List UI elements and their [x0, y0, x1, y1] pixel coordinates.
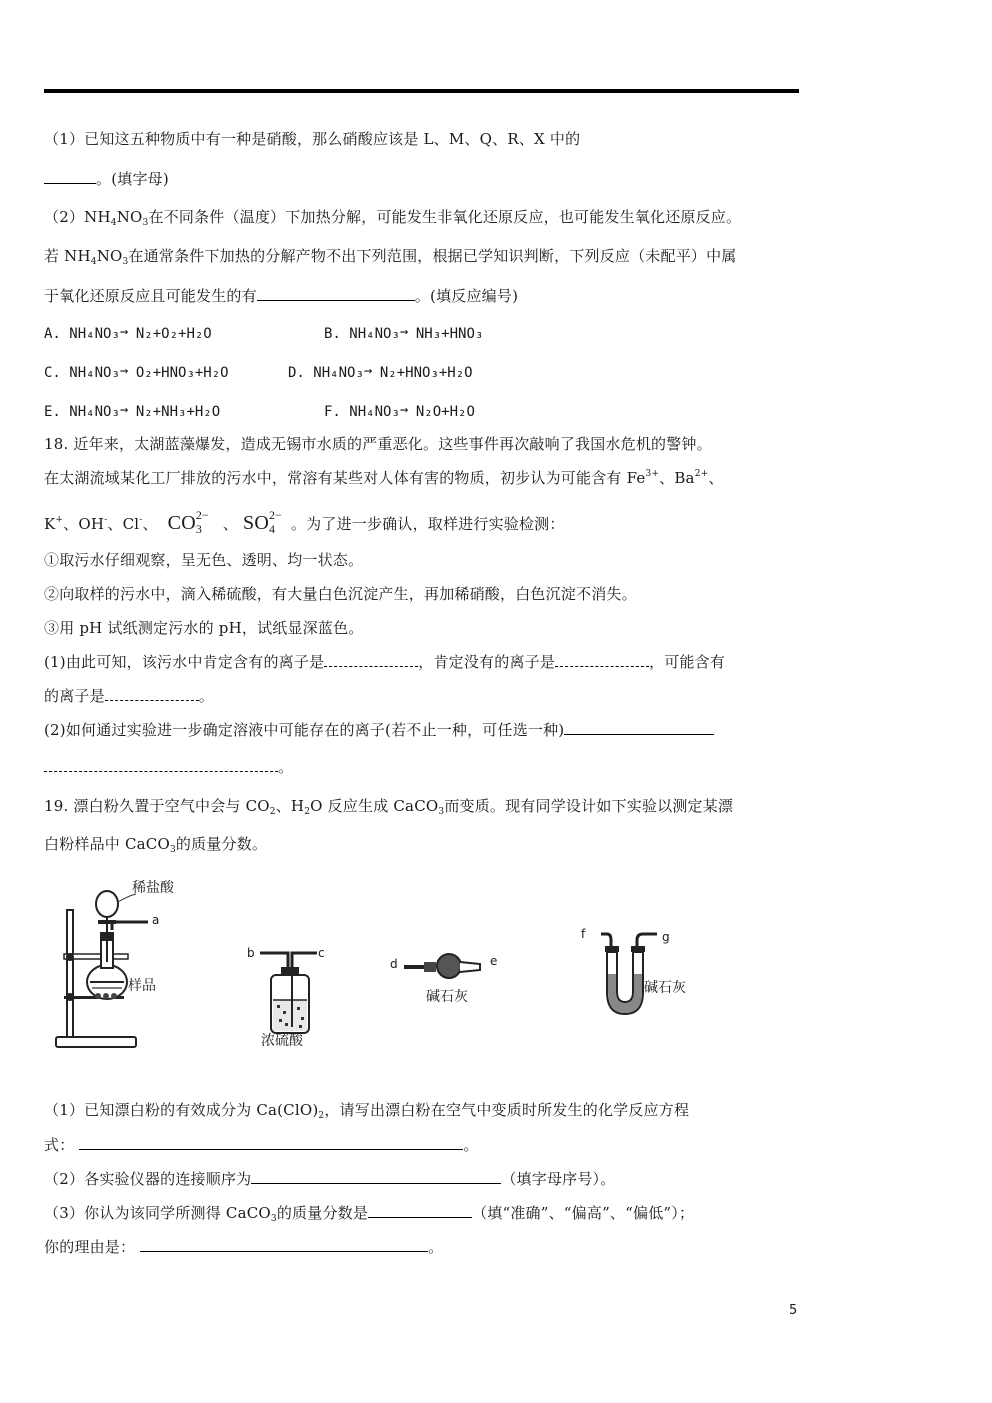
reactant: NH₄NO₃	[349, 404, 400, 420]
answer-blank[interactable]	[251, 1168, 501, 1184]
q18-line3	[44, 508, 565, 536]
reaction-arrow-icon: →	[399, 324, 409, 340]
dropping-funnel	[96, 891, 118, 917]
products: O₂+HNO₃+H₂O	[135, 365, 229, 381]
page-number: 5	[789, 1303, 798, 1318]
text: ②向取样的污水中，滴入稀硫酸，有大量白色沉淀产生，再加稀硝酸，白色沉淀不消失。	[44, 585, 637, 603]
text: （2）NH	[44, 208, 111, 226]
reaction-arrow-icon: →	[119, 402, 129, 418]
option-label: B.	[324, 326, 341, 342]
q18-step3	[44, 618, 363, 638]
text: NO	[96, 247, 123, 265]
q18-sub2-line2	[44, 756, 293, 777]
sep: 、	[222, 515, 239, 533]
ion: Cl	[122, 515, 140, 533]
q18-step2	[44, 584, 637, 604]
text: 在通常条件下加热的分解产物不出下列范围，根据已学知识判断，下列反应（未配平）中属	[128, 247, 737, 265]
reactant: NH₄NO₃	[349, 326, 400, 342]
sub: 2	[318, 1111, 325, 1121]
label-port-b: b	[247, 946, 255, 960]
option-d	[288, 365, 473, 381]
sub: 3	[438, 807, 445, 817]
sub: 3	[270, 1214, 277, 1224]
text: 。为了进一步确认，取样进行实验检测：	[290, 515, 565, 533]
q17-part1-text: （1）已知这五种物质中有一种是硝酸，那么硝酸应该是 L、M、Q、R、X 中的	[44, 130, 581, 148]
drying-tube	[402, 952, 482, 982]
option-e	[44, 404, 220, 420]
q19-sub1-line2	[44, 1134, 479, 1155]
label-port-a: a	[152, 913, 160, 927]
text: 。(填反应编号)	[414, 287, 519, 305]
text: ①取污水仔细观察，呈无色、透明、均一状态。	[44, 551, 364, 569]
sep: 、	[708, 469, 724, 487]
answer-blank[interactable]	[257, 285, 415, 301]
sub: 4	[268, 522, 276, 536]
charge-stack	[195, 508, 218, 536]
q18-sub1-line2	[44, 685, 214, 706]
text: （填“准确”、“偏高”、“偏低”）；	[472, 1204, 695, 1222]
text: ，可能含有	[649, 653, 726, 671]
sub: 2	[269, 807, 276, 817]
q19-line2	[44, 834, 267, 854]
text: 若 NH	[44, 247, 91, 265]
text: 于氧化还原反应且可能发生的有	[44, 287, 257, 305]
label-sample: 样品	[128, 978, 156, 994]
text: （2）各实验仪器的连接顺序为	[44, 1170, 252, 1188]
answer-blank[interactable]	[564, 719, 714, 735]
option-label: D.	[288, 365, 305, 381]
reaction-arrow-icon: →	[399, 402, 409, 418]
q18-step1	[44, 550, 363, 570]
u-tube	[595, 928, 665, 1018]
q17-part2-line3	[44, 285, 518, 306]
option-label: C.	[44, 365, 61, 381]
answer-blank[interactable]	[140, 1236, 428, 1252]
answer-blank[interactable]	[368, 1202, 472, 1218]
charge: 2−	[195, 508, 210, 522]
reaction-arrow-icon: →	[119, 363, 129, 379]
charge: -	[104, 515, 108, 525]
clamp-knob	[66, 953, 74, 961]
option-b	[324, 326, 483, 342]
text: 的离子是	[44, 687, 105, 705]
tube-stopper	[424, 962, 436, 972]
option-label: E.	[44, 404, 61, 420]
soda-lime-bulb	[437, 954, 461, 978]
text: 、H	[275, 797, 305, 815]
stand-rod	[67, 910, 73, 1040]
charge: 3+	[645, 469, 660, 479]
option-a	[44, 326, 212, 342]
charge: 2+	[694, 469, 709, 479]
charge: 2−	[268, 508, 283, 522]
q17-part1-line1	[44, 129, 580, 149]
sub: 3	[122, 257, 129, 267]
answer-blank[interactable]	[44, 756, 278, 772]
header-rule	[44, 89, 799, 93]
sub: 3	[195, 522, 203, 536]
text: ③用 pH 试纸测定污水的 pH，试纸显深蓝色。	[44, 619, 364, 637]
text: NO	[116, 208, 143, 226]
sep: 、	[659, 469, 675, 487]
label-dilute-hcl: 稀盐酸	[132, 880, 174, 896]
option-label: A.	[44, 326, 61, 342]
text: 在太湖流域某化工厂排放的污水中，常溶有某些对人体有害的物质，初步认为可能含有 Fe	[44, 469, 646, 487]
ion: SO	[243, 512, 269, 534]
products: N₂+NH₃+H₂O	[135, 404, 221, 420]
label-port-f: f	[581, 927, 586, 941]
text: 。	[278, 758, 294, 776]
text: ，肯定没有的离子是	[418, 653, 556, 671]
products: NH₃+HNO₃	[415, 326, 484, 342]
option-f	[324, 404, 475, 420]
reactant: NH₄NO₃	[69, 326, 120, 342]
text: 的质量分数。	[175, 835, 268, 853]
text: (1)由此可知，该污水中肯定含有的离子是	[44, 653, 325, 671]
q18-line2	[44, 468, 724, 488]
text: O 反应生成 CaCO	[310, 797, 439, 815]
sep: 、	[107, 515, 123, 533]
reactant: NH₄NO₃	[313, 365, 364, 381]
sep: 、	[142, 515, 158, 533]
answer-blank[interactable]	[105, 685, 199, 701]
u-tube-soda-lime	[608, 974, 642, 1013]
text: 。	[463, 1136, 479, 1154]
text: 19. 漂白粉久置于空气中会与 CO	[44, 797, 270, 815]
text: （1）已知漂白粉的有效成分为 Ca(ClO)	[44, 1101, 319, 1119]
sulfate-ion	[243, 508, 291, 536]
option-c	[44, 365, 229, 381]
clamp-knob	[66, 993, 74, 1001]
sub: 2	[304, 807, 311, 817]
label-port-d: d	[390, 957, 398, 971]
q19-sub3-line1	[44, 1202, 694, 1223]
text: 。	[428, 1238, 444, 1256]
sub: 3	[169, 845, 176, 855]
q19-sub3-line2	[44, 1236, 443, 1257]
answer-blank[interactable]	[555, 651, 649, 667]
q17-part2-line2	[44, 246, 737, 266]
reactant: NH₄NO₃	[69, 404, 120, 420]
products: N₂+HNO₃+H₂O	[379, 365, 473, 381]
answer-blank[interactable]	[79, 1134, 463, 1150]
answer-blank[interactable]	[324, 651, 418, 667]
text: 白粉样品中 CaCO	[44, 835, 170, 853]
ion: CO	[167, 512, 196, 534]
reactant: NH₄NO₃	[69, 365, 120, 381]
text: 。	[198, 687, 215, 705]
carbonate-ion	[167, 508, 218, 536]
text: 你的理由是：	[44, 1238, 136, 1256]
text: 而变质。现有同学设计如下实验以测定某漂	[444, 797, 734, 815]
text: 的质量分数是	[276, 1204, 369, 1222]
q18-sub1-line1	[44, 651, 725, 672]
sub: 4	[110, 218, 117, 228]
gas-wash-bottle	[255, 945, 325, 1035]
text: (2)如何通过实验进一步确定溶液中可能存在的离子(若不止一种，可任选一种)	[44, 721, 565, 739]
text: 在不同条件（温度）下加热分解，可能发生非氧化还原反应，也可能发生氧化还原反应。	[148, 208, 742, 226]
text: （填字母序号）。	[501, 1170, 616, 1188]
q19-sub2	[44, 1168, 615, 1189]
sub: 4	[90, 257, 97, 267]
label-port-e: e	[490, 954, 498, 968]
text: ，请写出漂白粉在空气中变质时所发生的化学反应方程	[324, 1101, 690, 1119]
label-soda-lime: 碱石灰	[644, 980, 686, 996]
outlet-tube	[112, 922, 148, 930]
label-port-c: c	[318, 946, 325, 960]
charge: -	[139, 515, 143, 525]
q19-sub1-line1	[44, 1100, 689, 1120]
ion: K	[44, 515, 56, 533]
q19-line1	[44, 796, 733, 816]
q17-part1-suffix: 。(填字母)	[96, 170, 169, 188]
label-soda-lime: 碱石灰	[426, 989, 468, 1005]
products: N₂O+H₂O	[415, 404, 475, 420]
option-label: F.	[324, 404, 341, 420]
ion: OH	[78, 515, 105, 533]
q18-sub2-line1	[44, 719, 714, 740]
text: 18. 近年来，太湖蓝藻爆发，造成无锡市水质的严重恶化。这些事件再次敲响了我国水危机的警钟。	[44, 435, 712, 453]
gas-generator-apparatus	[50, 872, 195, 1057]
reaction-arrow-icon: →	[363, 363, 373, 379]
sep: 、	[63, 515, 79, 533]
ion: Ba	[674, 469, 695, 487]
text: 式：	[44, 1136, 75, 1154]
label-conc-sulfuric-acid: 浓硫酸	[261, 1033, 303, 1049]
charge-stack	[268, 508, 291, 536]
answer-blank[interactable]	[44, 168, 96, 184]
text: （3）你认为该同学所测得 CaCO	[44, 1204, 271, 1222]
sub: 3	[142, 218, 149, 228]
charge: +	[55, 515, 64, 525]
q17-part2-line1	[44, 207, 741, 227]
stand-base	[56, 1037, 136, 1047]
q18-line1	[44, 434, 712, 454]
products: N₂+O₂+H₂O	[135, 326, 212, 342]
label-port-g: g	[662, 930, 670, 944]
reaction-arrow-icon: →	[119, 324, 129, 340]
q17-part1-line2	[44, 168, 169, 189]
